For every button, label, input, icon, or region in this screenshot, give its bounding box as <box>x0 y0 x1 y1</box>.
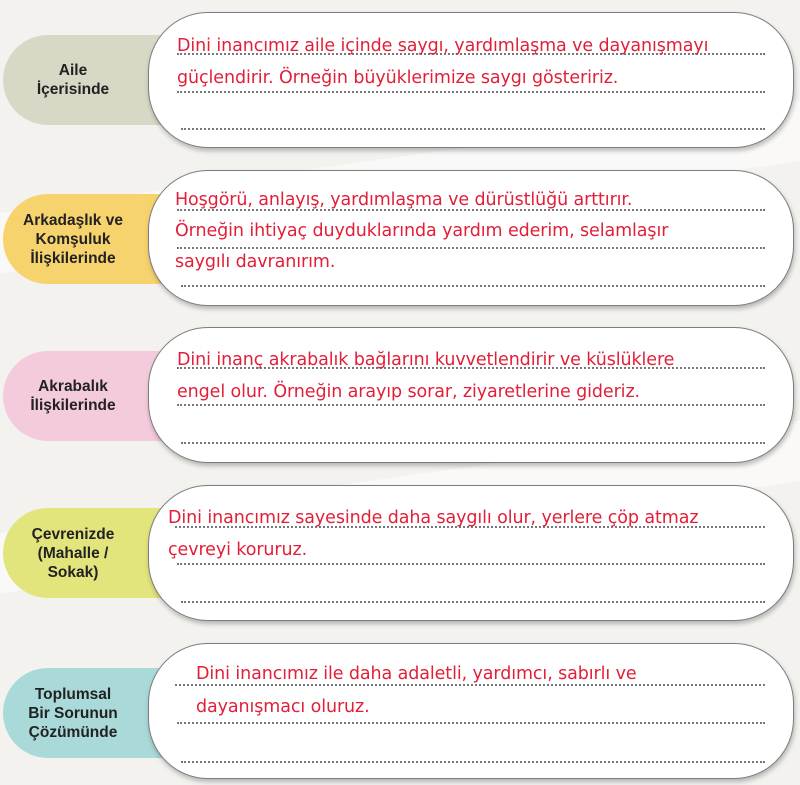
dotted-line <box>181 442 765 444</box>
answer-text[interactable]: Dini inanç akrabalık bağlarını kuvvetlendirir ve küslüklere engel olur. Örneğin arayıp sorar, ziyaretlerine gideriz. <box>177 350 675 402</box>
answer-card <box>148 170 794 306</box>
category-label: Çevrenizde (Mahalle / Sokak) <box>31 525 115 581</box>
answer-text[interactable]: Hoşgörü, anlayış, yardımlaşma ve dürüstlüğü arttırır. Örneğin ihtiyaç duyduklarında yardım ederim, selamlaşır saygılı davranırım. <box>175 190 669 272</box>
answer-card <box>148 327 794 463</box>
dotted-line <box>181 761 765 763</box>
category-label: Akrabalık İlişkilerinde <box>30 378 116 414</box>
dotted-line <box>181 601 765 603</box>
answer-text[interactable]: Dini inancımız ile daha adaletli, yardımcı, sabırlı ve dayanışmacı oluruz. <box>196 664 637 717</box>
answer-card <box>148 643 794 779</box>
answer-card <box>148 12 794 148</box>
category-label: Arkadaşlık ve Komşuluk İlişkilerinde <box>23 211 123 267</box>
category-label: Toplumsal Bir Sorunun Çözümünde <box>28 685 118 741</box>
answer-text[interactable]: Dini inancımız sayesinde daha saygılı olur, yerlere çöp atmaz çevreyi koruruz. <box>168 508 699 560</box>
dotted-line <box>181 128 765 130</box>
category-label: Aile İçerisinde <box>36 62 110 98</box>
answer-text[interactable]: Dini inancımız aile içinde saygı, yardımlaşma ve dayanışmayı güçlendirir. Örneğin büyüklerimize saygı gösteririz. <box>177 36 709 88</box>
answer-card <box>148 485 794 621</box>
dotted-line <box>181 285 765 287</box>
